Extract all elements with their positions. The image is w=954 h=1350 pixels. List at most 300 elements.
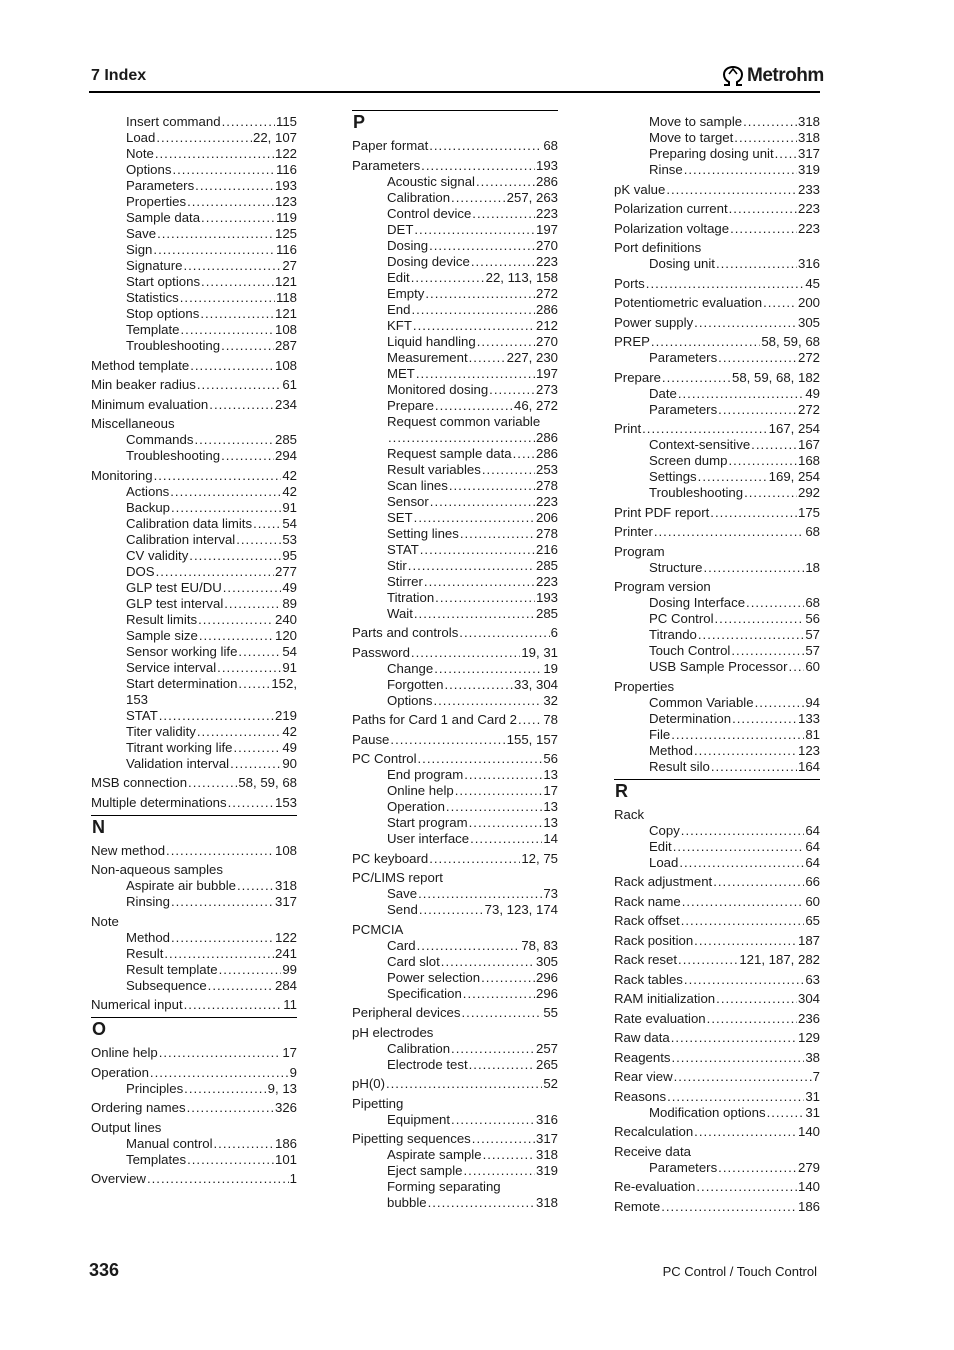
index-subentry xyxy=(387,382,558,398)
dot-leader xyxy=(234,740,282,756)
entry-pages[interactable]: 61 xyxy=(282,377,297,392)
entry-pages[interactable]: 317 xyxy=(797,146,820,161)
entry-pages[interactable]: 284 xyxy=(274,977,297,993)
entry-pages[interactable]: 89 xyxy=(282,595,297,611)
entry-pages[interactable]: 68 xyxy=(805,524,820,539)
entry-pages[interactable]: 121 xyxy=(274,306,297,321)
dot-leader xyxy=(411,645,520,661)
index-subentry xyxy=(387,661,558,677)
entry-pages[interactable]: 58, 59, 68 xyxy=(761,334,820,349)
dot-leader xyxy=(428,1195,535,1211)
dot-leader xyxy=(221,338,274,354)
entry-term: Dosing xyxy=(387,237,429,253)
index-entry xyxy=(614,295,820,311)
entry-term: Result template xyxy=(126,961,218,977)
entry-pages[interactable]: 60 xyxy=(805,659,820,674)
entry-term: PC/LIMS report xyxy=(352,870,443,885)
entry-pages[interactable]: 94 xyxy=(805,694,820,710)
dot-leader xyxy=(751,437,797,453)
entry-pages[interactable]: 277 xyxy=(274,563,297,579)
index-entry xyxy=(352,870,558,886)
entry-term: Specification xyxy=(387,985,462,1001)
entry-pages[interactable]: 32 xyxy=(543,692,558,708)
entry-pages[interactable]: 140 xyxy=(797,1124,820,1139)
entry-pages[interactable]: 27 xyxy=(282,258,297,273)
entry-pages[interactable]: 197 xyxy=(535,221,558,237)
dot-leader xyxy=(171,894,274,910)
entry-pages[interactable]: 168 xyxy=(797,453,820,468)
entry-pages[interactable]: 279 xyxy=(797,1159,820,1175)
entry-pages[interactable]: 286 xyxy=(535,173,558,189)
entry-pages[interactable]: 272 xyxy=(797,401,820,417)
dot-leader xyxy=(483,1147,535,1163)
entry-pages[interactable]: 123 xyxy=(274,194,297,209)
index-entry xyxy=(614,894,820,910)
entry-pages[interactable]: 22, 107 xyxy=(253,130,297,145)
entry-pages[interactable]: 49 xyxy=(805,385,820,401)
entry-pages[interactable]: 116 xyxy=(275,162,297,177)
entry-pages[interactable]: 292 xyxy=(797,485,820,500)
index-entry xyxy=(614,421,820,437)
dot-leader xyxy=(194,432,274,448)
index-subentry xyxy=(649,839,820,855)
entry-pages[interactable]: 223 xyxy=(535,573,558,589)
entry-pages[interactable]: 13 xyxy=(543,767,558,782)
entry-term: Multiple determinations xyxy=(91,794,227,810)
index-entry xyxy=(352,1096,558,1112)
entry-term: Change xyxy=(387,660,434,676)
entry-pages[interactable]: 55 xyxy=(543,1005,558,1020)
entry-pages[interactable]: 223 xyxy=(535,253,558,269)
index-letter-heading: P xyxy=(353,112,366,132)
entry-pages[interactable]: 257, 263 xyxy=(506,189,558,205)
dot-leader xyxy=(223,580,282,596)
entry-pages[interactable]: 66 xyxy=(805,874,820,889)
entry-pages[interactable]: 58, 59, 68 xyxy=(238,775,297,790)
index-entry xyxy=(91,997,297,1013)
dot-leader xyxy=(157,226,274,242)
index-subentry xyxy=(126,894,297,910)
entry-pages[interactable]: 305 xyxy=(535,953,558,969)
entry-pages[interactable]: 294 xyxy=(274,448,297,463)
index-entry xyxy=(91,377,297,393)
entry-term: Acoustic signal xyxy=(387,173,475,189)
entry-pages[interactable]: 46, 272 xyxy=(514,397,558,413)
index-entry xyxy=(614,913,820,929)
index-entry xyxy=(614,952,820,968)
entry-pages[interactable]: 216 xyxy=(535,541,558,557)
dot-leader xyxy=(718,350,797,366)
entry-pages[interactable]: 19, 31 xyxy=(521,644,558,660)
entry-pages[interactable]: 167, 254 xyxy=(768,421,820,436)
entry-pages[interactable]: 318 xyxy=(797,130,820,145)
entry-term: Prepare xyxy=(387,397,434,413)
entry-pages[interactable]: 115 xyxy=(275,114,297,129)
index-subentry xyxy=(387,799,558,815)
entry-pages[interactable]: 31 xyxy=(805,1088,820,1104)
entry-term: Load xyxy=(649,854,679,870)
dot-leader xyxy=(451,190,506,206)
entry-pages[interactable]: 91 xyxy=(282,659,297,675)
entry-pages[interactable]: 81 xyxy=(805,726,820,742)
brand-name: Metrohm xyxy=(747,65,824,86)
entry-pages[interactable]: 14 xyxy=(543,831,558,846)
entry-term: Titrant working life xyxy=(126,739,233,755)
entry-pages[interactable]: 90 xyxy=(282,755,297,771)
dot-leader xyxy=(469,1057,535,1073)
entry-pages[interactable]: 318 xyxy=(274,878,297,893)
entry-pages[interactable]: 319 xyxy=(535,1163,558,1178)
entry-pages[interactable]: 121 xyxy=(274,274,297,289)
entry-pages[interactable]: 206 xyxy=(535,509,558,525)
entry-pages[interactable]: 91 xyxy=(282,499,297,515)
entry-pages[interactable]: 257 xyxy=(535,1040,558,1056)
dot-leader xyxy=(147,1171,289,1187)
entry-term: MSB connection xyxy=(91,775,188,790)
index-entry xyxy=(352,1005,558,1021)
entry-term: Rack tables xyxy=(614,971,683,987)
entry-pages[interactable]: 45 xyxy=(805,275,820,291)
entry-pages[interactable]: 123 xyxy=(797,742,820,758)
entry-pages[interactable]: 236 xyxy=(797,1010,820,1026)
dot-leader xyxy=(209,397,274,413)
entry-term: Backup xyxy=(126,499,170,515)
entry-pages[interactable]: 95 xyxy=(282,547,297,563)
dot-leader xyxy=(694,315,797,331)
entry-pages[interactable]: 318 xyxy=(535,1147,558,1162)
entry-term: 153 xyxy=(126,691,149,707)
entry-pages[interactable]: 319 xyxy=(797,162,820,177)
entry-pages[interactable]: 278 xyxy=(535,477,558,493)
entry-pages[interactable]: 122 xyxy=(274,929,297,945)
entry-pages[interactable]: 140 xyxy=(797,1179,820,1194)
entry-pages[interactable]: 153 xyxy=(274,794,297,810)
entry-pages[interactable]: 64 xyxy=(805,838,820,854)
entry-pages[interactable]: 167 xyxy=(797,437,820,452)
entry-pages[interactable]: 212 xyxy=(535,317,558,333)
entry-pages[interactable]: 101 xyxy=(274,1151,297,1167)
dot-leader xyxy=(646,276,805,292)
entry-pages[interactable]: 78 xyxy=(543,712,558,727)
index-subentry xyxy=(387,206,558,222)
entry-pages[interactable]: 56 xyxy=(543,751,558,766)
entry-term: Preparing dosing unit xyxy=(649,146,774,161)
entry-pages[interactable]: 316 xyxy=(535,1111,558,1127)
index-subentry xyxy=(649,146,820,162)
entry-pages[interactable]: 121, 187, 282 xyxy=(739,952,820,967)
entry-term: Print xyxy=(614,421,642,436)
dot-leader xyxy=(217,660,281,676)
entry-pages[interactable]: 108 xyxy=(274,357,297,373)
dot-leader xyxy=(463,986,535,1002)
entry-pages[interactable]: 270 xyxy=(535,237,558,253)
entry-pages[interactable]: 31 xyxy=(805,1104,820,1120)
entry-pages[interactable]: 52 xyxy=(543,1076,558,1091)
index-entry xyxy=(614,807,820,823)
entry-pages[interactable]: 316 xyxy=(797,256,820,271)
dot-leader xyxy=(716,256,797,272)
entry-pages[interactable]: 318 xyxy=(797,114,820,129)
entry-term: Password xyxy=(352,644,410,660)
entry-term: Operation xyxy=(387,799,445,814)
index-subentry xyxy=(387,350,558,366)
entry-pages[interactable]: 200 xyxy=(797,295,820,310)
entry-pages[interactable]: 223 xyxy=(535,493,558,509)
entry-pages[interactable]: 122 xyxy=(274,146,297,161)
entry-pages[interactable]: 240 xyxy=(274,611,297,627)
entry-pages[interactable]: 33, 304 xyxy=(514,676,558,692)
dot-leader xyxy=(199,628,274,644)
index-subentry xyxy=(126,978,297,994)
entry-pages[interactable]: 223 xyxy=(797,201,820,216)
entry-pages[interactable]: 64 xyxy=(805,822,820,838)
index-subentry xyxy=(387,190,558,206)
index-subentry xyxy=(387,986,558,1002)
entry-pages[interactable]: 9, 13 xyxy=(267,1080,297,1096)
entry-pages[interactable]: 223 xyxy=(535,205,558,221)
dot-leader xyxy=(449,478,535,494)
dot-leader xyxy=(464,1163,535,1179)
entry-pages[interactable]: 49 xyxy=(282,739,297,755)
entry-pages[interactable]: 42 xyxy=(282,483,297,499)
entry-pages[interactable]: 152, xyxy=(271,675,297,691)
entry-term: Sign xyxy=(126,242,153,257)
entry-pages[interactable]: 287 xyxy=(274,338,297,353)
dot-leader xyxy=(671,1030,797,1046)
dot-leader xyxy=(671,727,804,743)
entry-pages[interactable]: 305 xyxy=(797,314,820,330)
dot-leader xyxy=(414,510,535,526)
entry-pages[interactable]: 65 xyxy=(805,913,820,928)
entry-pages[interactable]: 286 xyxy=(535,429,558,445)
entry-term: Pipetting xyxy=(352,1095,404,1111)
entry-pages[interactable]: 129 xyxy=(797,1030,820,1045)
entry-pages[interactable]: 286 xyxy=(535,301,558,317)
index-subentry xyxy=(387,783,558,799)
entry-pages[interactable]: 119 xyxy=(275,210,297,225)
entry-pages[interactable]: 1 xyxy=(289,1171,297,1186)
entry-pages[interactable]: 116 xyxy=(275,242,297,257)
entry-pages[interactable]: 227, 230 xyxy=(506,349,558,365)
entry-pages[interactable]: 53 xyxy=(282,531,297,547)
entry-term: Screen dump xyxy=(649,453,728,468)
index-subentry xyxy=(649,162,820,178)
entry-pages[interactable]: 68 xyxy=(805,595,820,610)
index-entry xyxy=(91,397,297,413)
index-subentry xyxy=(387,815,558,831)
entry-pages[interactable]: 57 xyxy=(805,643,820,658)
index-entry xyxy=(91,416,297,432)
entry-term: Stir xyxy=(387,557,407,573)
entry-term: Start program xyxy=(387,815,468,830)
entry-pages[interactable]: 78, 83 xyxy=(521,937,558,953)
entry-pages[interactable]: 270 xyxy=(535,333,558,349)
entry-pages[interactable]: 118 xyxy=(275,290,297,305)
entry-pages[interactable]: 193 xyxy=(274,178,297,193)
letter-rule xyxy=(614,779,820,780)
entry-pages[interactable]: 286 xyxy=(535,445,558,461)
dot-leader xyxy=(731,643,804,659)
entry-pages[interactable]: 169, 254 xyxy=(768,469,820,484)
dot-leader xyxy=(678,952,738,968)
entry-pages[interactable]: 241 xyxy=(274,945,297,961)
entry-term: Raw data xyxy=(614,1030,670,1045)
entry-pages[interactable]: 18 xyxy=(805,559,820,575)
entry-pages[interactable]: 317 xyxy=(274,894,297,909)
dot-leader xyxy=(472,206,535,222)
entry-pages[interactable]: 296 xyxy=(535,969,558,985)
entry-pages[interactable]: 304 xyxy=(797,991,820,1006)
entry-term: Load xyxy=(126,130,156,145)
entry-pages[interactable]: 223 xyxy=(797,220,820,236)
dot-leader xyxy=(429,138,542,154)
entry-pages[interactable]: 68 xyxy=(543,138,558,153)
entry-pages[interactable]: 278 xyxy=(535,525,558,541)
index-entry xyxy=(352,158,558,174)
dot-leader xyxy=(681,823,805,839)
entry-pages[interactable]: 186 xyxy=(797,1198,820,1214)
entry-term: Options xyxy=(387,692,433,708)
dot-leader xyxy=(455,783,543,799)
entry-pages[interactable]: 13 xyxy=(543,815,558,830)
index-subentry xyxy=(126,930,297,946)
dot-leader xyxy=(435,590,535,606)
entry-pages[interactable]: 318 xyxy=(535,1195,558,1210)
entry-pages[interactable]: 133 xyxy=(797,710,820,726)
entry-pages[interactable]: 272 xyxy=(535,285,558,301)
entry-pages[interactable]: 56 xyxy=(805,611,820,626)
dot-leader xyxy=(164,946,274,962)
entry-pages[interactable]: 186 xyxy=(274,1135,297,1151)
index-subentry xyxy=(387,1112,558,1128)
entry-term: MET xyxy=(387,365,415,381)
entry-pages[interactable]: 285 xyxy=(274,432,297,447)
entry-pages[interactable]: 187 xyxy=(797,932,820,948)
entry-pages[interactable]: 42 xyxy=(282,723,297,739)
index-entry xyxy=(614,544,820,560)
entry-pages[interactable]: 285 xyxy=(535,557,558,573)
index-subentry xyxy=(387,1163,558,1179)
entry-pages[interactable]: 108 xyxy=(274,322,297,337)
entry-term: Dosing unit xyxy=(649,256,715,271)
entry-pages[interactable]: 155, 157 xyxy=(506,731,558,747)
entry-pages[interactable]: 9 xyxy=(289,1064,297,1080)
entry-pages[interactable]: 120 xyxy=(274,627,297,643)
entry-term: Sensor xyxy=(387,493,429,509)
index-subentry xyxy=(126,708,297,724)
entry-pages[interactable]: 49 xyxy=(282,579,297,595)
entry-pages[interactable]: 11 xyxy=(283,997,297,1012)
entry-pages[interactable]: 125 xyxy=(274,226,297,241)
entry-pages[interactable]: 193 xyxy=(535,589,558,605)
entry-term: Method xyxy=(126,929,170,945)
entry-pages[interactable]: 296 xyxy=(535,985,558,1001)
dot-leader xyxy=(718,1160,797,1176)
entry-term: Service interval xyxy=(126,659,217,675)
entry-pages[interactable]: 326 xyxy=(274,1100,297,1115)
entry-pages[interactable]: 54 xyxy=(282,515,297,531)
entry-pages[interactable]: 38 xyxy=(805,1049,820,1065)
entry-pages[interactable]: 42 xyxy=(282,467,297,483)
entry-pages[interactable]: 108 xyxy=(274,842,297,858)
index-subentry xyxy=(387,558,558,574)
dot-leader xyxy=(408,558,535,574)
entry-term: pH electrodes xyxy=(352,1024,434,1040)
entry-term: Move to target xyxy=(649,130,734,145)
entry-pages[interactable]: 175 xyxy=(797,504,820,520)
entry-term: Online help xyxy=(91,1045,158,1060)
entry-term: PC keyboard xyxy=(352,850,429,866)
section-title: 7 Index xyxy=(91,67,147,84)
entry-pages[interactable]: 17 xyxy=(543,783,558,798)
entry-pages[interactable]: 17 xyxy=(282,1045,297,1060)
entry-pages[interactable]: 7 xyxy=(812,1069,820,1084)
entry-pages[interactable]: 219 xyxy=(274,707,297,723)
entry-pages[interactable]: 60 xyxy=(805,893,820,909)
entry-pages[interactable]: 197 xyxy=(535,365,558,381)
index-subentry xyxy=(126,210,297,226)
index-subentry xyxy=(387,478,558,494)
dot-leader xyxy=(651,334,760,350)
index-subentry xyxy=(387,430,558,446)
entry-term: Wait xyxy=(387,605,413,621)
dot-leader xyxy=(441,954,535,970)
dot-leader xyxy=(200,306,274,322)
index-subentry xyxy=(649,469,820,485)
entry-pages[interactable]: 19 xyxy=(543,660,558,676)
entry-term: Overview xyxy=(91,1171,146,1186)
dot-leader xyxy=(188,775,237,791)
dot-leader xyxy=(661,1199,797,1215)
entry-pages[interactable]: 64 xyxy=(805,854,820,870)
entry-pages[interactable]: 285 xyxy=(535,605,558,621)
entry-pages[interactable]: 58, 59, 68, 182 xyxy=(732,369,820,385)
dot-leader xyxy=(451,1041,535,1057)
entry-pages[interactable]: 63 xyxy=(805,971,820,987)
entry-pages[interactable]: 234 xyxy=(274,396,297,412)
entry-pages[interactable]: 57 xyxy=(805,627,820,642)
dot-leader xyxy=(411,270,485,286)
entry-pages[interactable]: 253 xyxy=(535,461,558,477)
index-subentry xyxy=(387,574,558,590)
entry-pages[interactable]: 317 xyxy=(535,1131,558,1146)
dot-leader xyxy=(184,997,283,1013)
dot-leader xyxy=(187,1100,274,1116)
entry-pages[interactable]: 6 xyxy=(550,625,558,640)
index-entry xyxy=(352,625,558,641)
entry-pages[interactable]: 73, 123, 174 xyxy=(484,902,558,917)
entry-pages[interactable]: 13 xyxy=(543,799,558,814)
entry-pages[interactable]: 273 xyxy=(535,381,558,397)
dot-leader xyxy=(197,724,281,740)
entry-pages[interactable]: 73 xyxy=(543,886,558,901)
dot-leader xyxy=(728,453,797,469)
index-subentry xyxy=(126,146,297,162)
index-entry xyxy=(614,334,820,350)
entry-pages[interactable]: 233 xyxy=(797,181,820,197)
entry-term: Troubleshooting xyxy=(126,448,221,463)
entry-term: Date xyxy=(649,385,677,401)
entry-pages[interactable]: 265 xyxy=(535,1056,558,1072)
entry-pages[interactable]: 54 xyxy=(282,643,297,659)
entry-pages[interactable]: 22, 113, 158 xyxy=(485,269,558,285)
index-entry xyxy=(91,843,297,859)
entry-pages[interactable]: 99 xyxy=(282,961,297,977)
entry-pages[interactable]: 193 xyxy=(535,157,558,173)
entry-pages[interactable]: 12, 75 xyxy=(521,850,558,866)
entry-pages[interactable]: 164 xyxy=(797,758,820,774)
entry-pages[interactable]: 272 xyxy=(797,350,820,365)
